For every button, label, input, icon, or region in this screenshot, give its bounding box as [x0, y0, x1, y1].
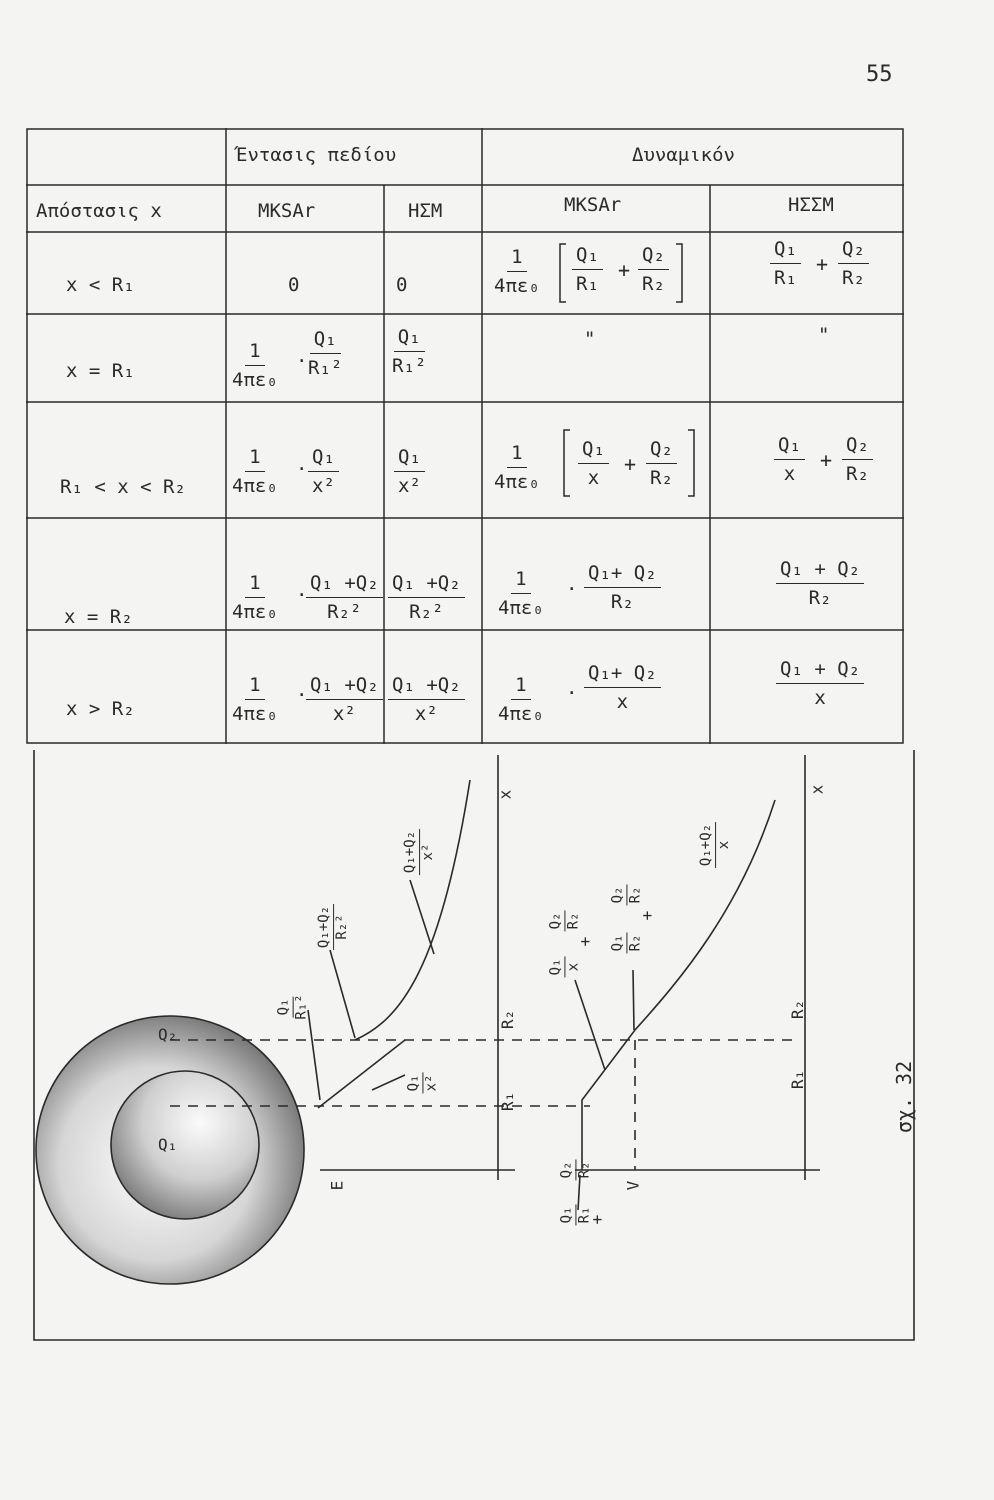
- row1-field-hsm: 0: [396, 274, 408, 296]
- label-axis-x1: x: [495, 789, 515, 800]
- row3-pot-hssm-term-a: $\frac{\text{Q₁}}{x}$: [774, 434, 805, 485]
- row3-pot-hssm-term-b: $\frac{\text{Q₂}}{\text{R₂}}$: [842, 434, 873, 485]
- row5-label: x > R₂: [66, 698, 135, 720]
- e-curve-outer: [355, 780, 470, 1040]
- header-mksa: MKSAr: [258, 200, 316, 222]
- row1-pot-mksa-term-b: $\frac{\text{Q₂}}{\text{R₂}}$: [638, 244, 669, 295]
- v-curve: [582, 800, 775, 1170]
- row1-pot-mksa-term-a: $\frac{\text{Q₁}}{\text{R₁}}$: [572, 244, 603, 295]
- row2-label: x = R₁: [66, 360, 135, 382]
- label-e-sum-r2: Q₁+Q₂ R₂²: [316, 905, 351, 949]
- label-q2-sphere: Q₂: [158, 1025, 178, 1044]
- header-hssm: ΗΣΣΜ: [788, 194, 834, 216]
- header-mksa-potential: MKSAr: [564, 194, 622, 216]
- page-number: 55: [866, 62, 893, 87]
- label-e-sum-x: Q₁+Q₂ x²: [402, 830, 437, 874]
- row3-pot-mksa-term-b: $\frac{\text{Q₂}}{\text{R₂}}$: [646, 438, 677, 489]
- row5-field-mksa-term: $\frac{\text{Q₁ +Q₂}}{\text{x²}}$: [306, 674, 383, 725]
- inner-sphere: [111, 1071, 259, 1219]
- row3-field-mksa-term: $\frac{\text{Q₁}}{\text{x²}}$: [308, 446, 339, 497]
- row3-pot-mksa-term-a: $\frac{\text{Q₁}}{x}$: [578, 438, 609, 489]
- row1-pot-hssm-term-a: $\frac{\text{Q₁}}{\text{R₁}}$: [770, 238, 801, 289]
- header-potential: Δυναμικόν: [632, 144, 735, 166]
- row1-pot-hssm-term-b: $\frac{\text{Q₂}}{\text{R₂}}$: [838, 238, 869, 289]
- label-axis-e: E: [327, 1180, 347, 1191]
- plus-sign: +: [820, 448, 833, 472]
- row1-field-mksa: 0: [288, 274, 300, 296]
- label-q1-sphere: Q₁: [158, 1135, 178, 1154]
- plus-sign: +: [575, 936, 595, 947]
- header-distance: Απόστασις x: [36, 200, 162, 222]
- row5-field-mksa-prefactor: $\frac{1}{\text{4πε₀}}$: [232, 674, 278, 725]
- label-axis-v: V: [623, 1180, 643, 1191]
- label-r1-v: R₁: [788, 1069, 808, 1090]
- row1-pot-mksa-prefactor: $\frac{1}{\text{4πε₀}}$: [494, 246, 540, 297]
- figure-32: [20, 740, 920, 1360]
- row4-pot-mksa-prefactor: $\frac{1}{\text{4πε₀}}$: [498, 568, 544, 619]
- figure-drawing: [20, 740, 920, 1360]
- label-axis-x2: x: [807, 784, 827, 795]
- figure-caption: σχ. 32: [892, 1060, 917, 1134]
- label-v-r2-term-a: Q₁ R₂: [609, 934, 644, 952]
- row4-pot-hssm: $\frac{\text{Q₁ + Q₂}}{\text{R₂}}$: [776, 558, 864, 609]
- plus-sign: +: [624, 452, 637, 476]
- row4-label: x = R₂: [64, 606, 133, 628]
- plus-sign: +: [816, 252, 829, 276]
- header-field-strength: Έντασις πεδίου: [236, 144, 397, 166]
- row4-field-mksa-prefactor: $\frac{1}{\text{4πε₀}}$: [232, 572, 278, 623]
- row4-field-mksa-term: $\frac{\text{Q₁ +Q₂}}{\text{R₂²}}$: [306, 572, 383, 623]
- plus-sign: +: [637, 910, 657, 921]
- e-curve-inner: [318, 1040, 405, 1108]
- row3-pot-mksa-prefactor: $\frac{1}{\text{4πε₀}}$: [494, 442, 540, 493]
- row2-field-mksa-term: $\frac{\text{Q₁}}{\text{R₁²}}$: [308, 328, 343, 379]
- label-e-q1-x: Q₁ x²: [405, 1074, 440, 1092]
- label-v-r2-term-b: Q₂ R₂: [609, 886, 644, 904]
- label-r2-v: R₂: [788, 999, 808, 1020]
- row4-pot-mksa-term: $\frac{\text{Q₁+ Q₂}}{\text{R₂}}$: [584, 562, 661, 613]
- label-v-x-term-a: Q₁ x: [547, 958, 582, 976]
- label-v-r1-term-b: Q₂ R₂: [558, 1161, 593, 1179]
- row3-field-mksa-prefactor: $\frac{1}{\text{4πε₀}}$: [232, 446, 278, 497]
- label-v-x-term-b: Q₂ R₂: [547, 912, 582, 930]
- header-hsm: ΗΣΜ: [408, 200, 443, 222]
- label-e-q1-r1: Q₁ R₁²: [275, 994, 310, 1020]
- row5-pot-mksa-term: $\frac{\text{Q₁+ Q₂}}{x}$: [584, 662, 661, 713]
- row2-pot-mksa-ditto: ": [584, 328, 596, 350]
- row3-label: R₁ < x < R₂: [60, 476, 186, 498]
- label-v-r1-term-a: Q₁ R₁: [558, 1206, 593, 1224]
- row5-field-hsm: $\frac{\text{Q₁ +Q₂}}{\text{x²}}$: [388, 674, 465, 725]
- plus-sign: +: [587, 1214, 607, 1225]
- row1-label: x < R₁: [66, 274, 135, 296]
- label-r2-e: R₂: [498, 1009, 518, 1030]
- row2-field-hsm: $\frac{\text{Q₁}}{\text{R₁²}}$: [392, 326, 427, 377]
- formula-table: Έντασις πεδίου Δυναμικόν Απόστασις x MKSAr ΗΣΜ MKSAr ΗΣΣΜ x < R₁ 0 0 $\frac{1}{\text{4πε₀}}$ $\frac{\text{Q₁}}{\text{R₁}}$ + $\frac{\text{Q₂}}{\text{R₂}}$ $\frac{\text{Q₁}}{\text{R₁}}$ + $\frac{\text{Q₂}}{\text{R₂}}$ x = R₁ $\frac{1}{\text{4πε₀}}$ · $\frac{\text{Q₁}}{\text{R₁²}}$ $\frac{\text{Q₁}}{\text{R₁²}}$ " " R₁ < x < R₂ $\frac{1}{\text{4πε₀}}$ · $\frac{\text{Q₁}}{\text{x²}}$ $\frac{\text{Q₁}}{\text{x²}}$ $\frac{1}{\text{4πε₀}}$ $\frac{\text{Q₁}}{x}$ + $\frac{\text{Q₂}}{\text{R₂}}$ $\frac{\text{Q₁}}{x}$ + $\frac{\text{Q₂}}{\text{R₂}}$ x = R₂ $\frac{1}{\text{4πε₀}}$ · $\frac{\text{Q₁ +Q₂}}{\text{R₂²}}$ $\frac{\text{Q₁ +Q₂}}{\text{R₂²}}$ $\frac{1}{\text{4πε₀}}$ · $\frac{\text{Q₁+ Q₂}}{\text{R₂}}$ $\frac{\text{Q₁ + Q₂}}{\text{R₂}}$ x > R₂ $\frac{1}{\text{4πε₀}}$ · $\frac{\text{Q₁ +Q₂}}{\text{x²}}$ $\frac{\text{Q₁ +Q₂}}{\text{x²}}$ $\frac{1}{\text{4πε₀}}$ · $\frac{\text{Q₁+ Q₂}}{x}$ $\frac{\text{Q₁ + Q₂}}{x}$: [26, 128, 906, 746]
- row4-field-hsm: $\frac{\text{Q₁ +Q₂}}{\text{R₂²}}$: [388, 572, 465, 623]
- row5-pot-mksa-prefactor: $\frac{1}{\text{4πε₀}}$: [498, 674, 544, 725]
- row2-field-mksa-prefactor: $\frac{1}{\text{4πε₀}}$: [232, 340, 278, 391]
- row2-pot-hssm-ditto: ": [818, 324, 830, 346]
- plus-sign: +: [618, 258, 631, 282]
- row3-field-hsm: $\frac{\text{Q₁}}{\text{x²}}$: [394, 446, 425, 497]
- row5-pot-hssm: $\frac{\text{Q₁ + Q₂}}{x}$: [776, 658, 864, 709]
- label-r1-e: R₁: [498, 1091, 518, 1112]
- label-v-sum-x: Q₁+Q₂ x: [698, 823, 733, 867]
